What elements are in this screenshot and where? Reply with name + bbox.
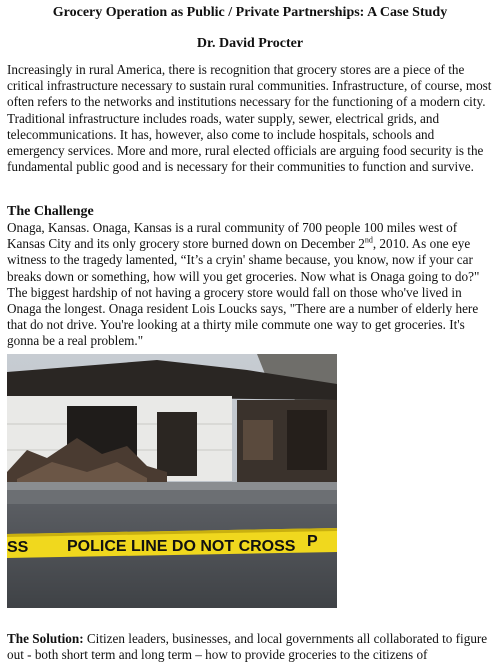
challenge-paragraph	[7, 220, 493, 350]
challenge-text-end: , 2010. As one eye witness to the tragedy lamented, “It’s a cryin' shame because, you know, now if your car breaks down or something, how will you get groceries. Now what is Onaga going to do?" The biggest hardship of not having a grocery store would fall on those who've lived in Onaga the longest. Onaga resident Lois Loucks says, "There are a number of elderly here that do not drive. You're looking at a thirty mile commute one way to get groceries. It's gonna be a real problem."	[7, 236, 480, 349]
challenge-heading: The Challenge	[7, 204, 94, 219]
fence	[7, 482, 337, 490]
solution-text: Citizen leaders, businesses, and local governments all collaborated to figure out - both short term and long term – how to provide groceries to the citizens of	[7, 631, 488, 663]
burned-store-photo	[7, 354, 337, 608]
charred-door	[157, 412, 197, 476]
burned-store-illustration	[7, 354, 337, 608]
document-title: Grocery Operation as Public / Private Partnerships: A Case Study	[52, 5, 448, 20]
tape-text: POLICE LINE DO NOT CROSS	[67, 538, 296, 555]
challenge-text-start: Onaga, Kansas. Onaga, Kansas is a rural community of 700 people 100 miles west of Kansas City and its only grocery store burned down on December 2	[7, 220, 458, 252]
svg-text:SS: SS	[7, 539, 29, 556]
solution-paragraph	[7, 631, 493, 663]
document-author: Dr. David Procter	[196, 36, 304, 51]
svg-text:P: P	[307, 533, 318, 550]
ordinal-suffix: nd	[364, 235, 373, 245]
intro-paragraph: Increasingly in rural America, there is recognition that grocery stores are a piece of the critical infrastructure necessary to sustain rural communities. Infrastructure, of course, most often refers to the networks and institutions necessary for the functioning of a modern city. Traditional infrastructure includes roads, water supply, sewer, electrical grids, and telecommunications. It has, however, also come to include hospitals, schools and emergency services. More and more, rural elected officials are arguing food security is the fundamental public good and is necessary for their communities to function and survive.	[7, 62, 492, 175]
solution-label: The Solution:	[7, 631, 84, 646]
